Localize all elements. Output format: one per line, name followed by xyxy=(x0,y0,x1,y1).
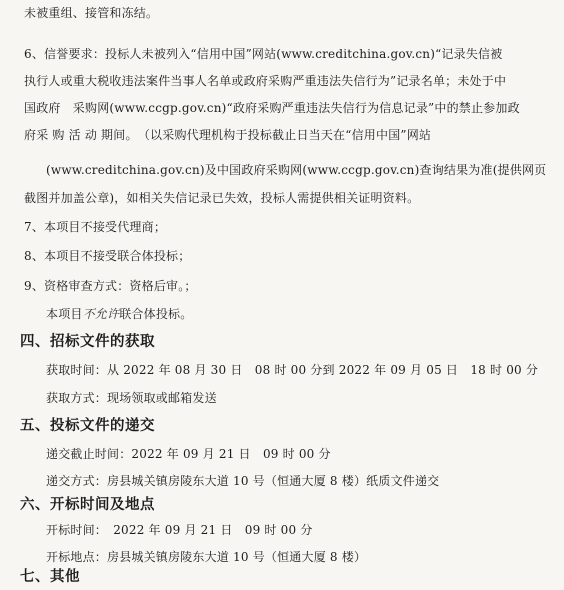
submission-deadline: 递交截止时间：2022 年 09 月 21 日 09 时 00 分 xyxy=(46,447,331,461)
acquisition-time: 获取时间：从 2022 年 08 月 30 日 08 时 00 分到 2022 年 09 月 05 日 18 时 00 分 xyxy=(46,363,539,377)
qualification-review-line: 9、资格审查方式：资格后审。； xyxy=(24,279,197,293)
handwritten-not-allowed: 不允许 xyxy=(82,307,120,321)
section-heading-4: 四、招标文件的获取 xyxy=(20,334,155,350)
section-heading-7: 七、其他 xyxy=(20,569,80,585)
text-line: 国政府 采购网(www.ccgp.gov.cn)“政府采购严重违法失信行为信息记录”中的禁止参加政 xyxy=(24,101,520,115)
text-line: (www.creditchina.gov.cn)及中国政府采购网(www.ccgp.gov.cn)查询结果为准(提供网页 xyxy=(46,163,547,177)
consortium-note-line xyxy=(46,306,192,322)
text-line: 截图并加盖公章)，如相关失信记录已失效，投标人需提供相关证明资料。 xyxy=(24,191,420,205)
consortium-note-suffix: 联合体投标。 xyxy=(119,307,193,321)
text-line: 执行人或重大税收违法案件当事人名单或政府采购严重违法失信行为”记录名单；未处于中 xyxy=(24,74,507,88)
section-heading-5: 五、投标文件的递交 xyxy=(20,418,155,434)
credit-requirement-line: 6、信誉要求：投标人未被列入“信用中国”网站(www.creditchina.gov.cn)“记录失信被 xyxy=(24,47,503,61)
submission-method: 递交方式：房县城关镇房陵东大道 10 号（恒通大厦 8 楼）纸质文件递交 xyxy=(46,474,440,488)
opening-place: 开标地点：房县城关镇房陵东大道 10 号（恒通大厦 8 楼） xyxy=(46,550,367,564)
opening-time: 开标时间： 2022 年 09 月 21 日 09 时 00 分 xyxy=(46,523,313,537)
section-heading-6: 六、开标时间及地点 xyxy=(20,497,155,513)
agent-requirement-line: 7、本项目不接受代理商； xyxy=(24,220,167,234)
text-line: 府采 购 活 动 期间。 （以采购代理机构于投标截止日当天在“信用中国”网站 xyxy=(24,128,432,142)
text-line: 未被重组、接管和冻结。 xyxy=(24,6,159,20)
acquisition-method: 获取方式：现场领取或邮箱发送 xyxy=(46,391,217,405)
consortium-requirement-line: 8、本项目不接受联合体投标； xyxy=(24,249,191,263)
consortium-note-prefix: 本项目 xyxy=(46,307,83,321)
